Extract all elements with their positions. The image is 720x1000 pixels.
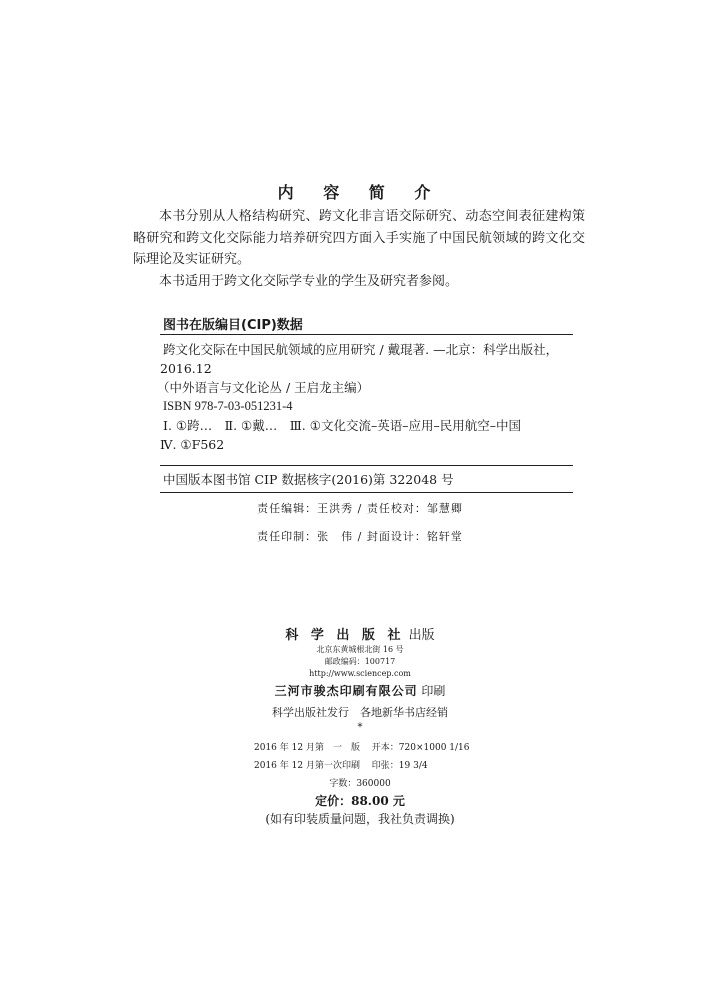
cip-heading: 图书在版编目(CIP)数据 [163, 318, 303, 333]
price-line: 定价：88.00 元 [315, 794, 405, 808]
cip-line: （中外语言与文化论丛 / 王启龙主编） [157, 380, 370, 395]
replacement-note: (如有印装质量问题，我社负责调换) [265, 812, 455, 826]
publisher-line [0, 624, 720, 643]
separator-star: * [357, 722, 363, 733]
summary-title: 内 容 简 介 [277, 183, 443, 202]
printer-name: 三河市骏杰印刷有限公司 [274, 684, 418, 698]
publisher-name: 科 学 出 版 社 [285, 628, 405, 643]
distribution-line: 科学出版社发行 各地新华书店经销 [272, 706, 448, 719]
cip-line: 跨文化交际在中国民航领域的应用研究 / 戴琨著. —北京：科学出版社， [163, 342, 559, 357]
printer-suffix: 印刷 [421, 684, 446, 698]
publisher-suffix: 出版 [408, 628, 435, 643]
cip-line: 2016.12 [160, 361, 212, 376]
publisher-address: 北京东黄城根北街 16 号 [316, 645, 404, 654]
cip-line: Ⅰ. ①跨… Ⅱ. ①戴… Ⅲ. ①文化交流–英语–应用–民用航空–中国 [163, 418, 521, 433]
publisher-website: http://www.sciencep.com [309, 669, 411, 678]
edition-line: 2016 年 12 月第 一 版 开本：720×1000 1/16 [254, 743, 470, 753]
credits-production: 责任印制：张 伟 / 封面设计：铭轩堂 [257, 530, 463, 543]
printer-line [0, 682, 720, 699]
publisher-postcode: 邮政编码：100717 [324, 657, 396, 666]
cip-line: ISBN 978-7-03-051231-4 [163, 399, 293, 413]
cip-record [157, 340, 573, 454]
cip-number: 中国版本图书馆 CIP 数据核字(2016)第 322048 号 [163, 472, 454, 487]
cip-middle-rule [160, 465, 573, 466]
wordcount-line: 字数：360000 [329, 779, 391, 789]
cip-line: Ⅳ. ①F562 [160, 437, 225, 452]
credits-editors: 责任编辑：王洪秀 / 责任校对：邹慧卿 [257, 502, 463, 515]
summary-paragraph: 本书适用于跨文化交际学专业的学生及研究者参阅。 [159, 273, 459, 289]
summary-body [133, 206, 585, 292]
cip-bottom-rule [160, 492, 573, 493]
credits [0, 500, 720, 556]
printing-line: 2016 年 12 月第一次印刷 印张：19 3/4 [254, 761, 428, 771]
summary-paragraph: 本书分别从人格结构研究、跨文化非言语交际研究、动态空间表征建构策略研究和跨文化交际能力培养研究四方面入手实施了中国民航领域的跨文化交际理论及实证研究。 [133, 209, 585, 267]
cip-top-rule [160, 334, 573, 335]
